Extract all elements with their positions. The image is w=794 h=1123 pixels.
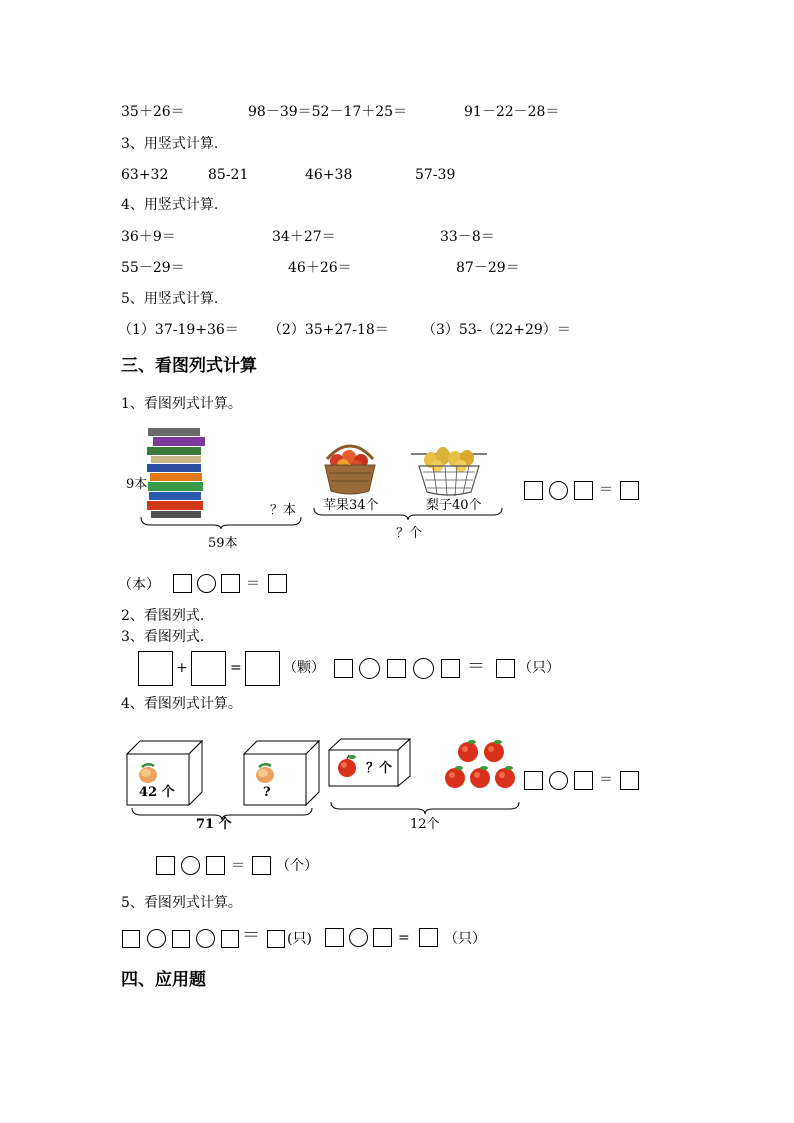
operator-circle[interactable] — [349, 928, 368, 947]
answer-box[interactable] — [574, 481, 593, 500]
operator-circle[interactable] — [413, 658, 434, 679]
apple-basket-illustration — [321, 441, 379, 497]
books-unknown-label: ？本 — [270, 503, 297, 518]
apples-brace — [330, 801, 520, 815]
answer-box-large[interactable] — [191, 651, 226, 686]
books-brace — [140, 516, 302, 530]
operator-circle[interactable] — [196, 929, 215, 948]
operator-circle[interactable] — [549, 771, 568, 790]
book-stack-illustration — [145, 428, 210, 520]
equals-sign: = — [230, 660, 242, 676]
p1-title: 1、看图列式计算。 — [121, 396, 242, 412]
operator-circle[interactable] — [147, 929, 166, 948]
answer-box[interactable] — [387, 659, 406, 678]
p4-title: 4、看图列式计算。 — [121, 696, 242, 712]
q3-item: 85-21 — [208, 167, 249, 183]
answer-box[interactable] — [221, 930, 239, 948]
q4-item: 36＋9＝ — [121, 229, 176, 245]
answer-box[interactable] — [334, 659, 353, 678]
q4-item: 33－8＝ — [440, 229, 495, 245]
p3-title: 3、看图列式. — [121, 629, 205, 645]
section-3-title: 三、看图列式计算 — [121, 356, 257, 376]
apple-box-unknown-label: ？个 — [366, 761, 393, 776]
books-total-label: 59本 — [208, 536, 238, 551]
operator-circle[interactable] — [181, 856, 200, 875]
apple-pile-illustration — [444, 738, 518, 792]
peach-box-2 — [243, 740, 321, 806]
answer-box[interactable] — [267, 930, 285, 948]
answer-box-large[interactable] — [138, 651, 173, 686]
answer-box[interactable] — [620, 771, 639, 790]
unit-zhi-label: (只) — [287, 931, 312, 947]
answer-box[interactable] — [172, 930, 190, 948]
peach-total-label: 71 个 — [196, 817, 232, 832]
q3-item: 63+32 — [121, 167, 169, 183]
pear-basket-illustration — [409, 446, 489, 498]
answer-box[interactable] — [221, 574, 240, 593]
equals-sign: = — [398, 930, 410, 946]
q3-title: 3、用竖式计算. — [121, 136, 219, 152]
q3-item: 46+38 — [305, 167, 353, 183]
operator-circle[interactable] — [549, 481, 568, 500]
box2-unknown-label: ? — [263, 785, 271, 800]
answer-box[interactable] — [574, 771, 593, 790]
q5-item: （3）53-（22+29）＝ — [422, 322, 571, 338]
answer-box[interactable] — [268, 574, 287, 593]
q3-item: 57-39 — [415, 167, 456, 183]
unit-ben-label: （本） — [118, 577, 160, 593]
plus-sign: + — [176, 660, 188, 676]
operator-circle[interactable] — [359, 658, 380, 679]
q4-item: 34＋27＝ — [272, 229, 336, 245]
equals-sign: ＝ — [599, 482, 613, 498]
answer-box[interactable] — [173, 574, 192, 593]
answer-box[interactable] — [373, 928, 392, 947]
answer-box[interactable] — [524, 771, 543, 790]
equals-sign: ＝ — [231, 858, 245, 874]
operator-circle[interactable] — [197, 574, 216, 593]
fruit-brace — [313, 507, 503, 521]
equals-sign: ＝ — [246, 576, 260, 592]
apple-label: 苹果34个 — [323, 498, 379, 513]
pear-label: 梨子40个 — [426, 498, 482, 513]
box1-count-label: 42 个 — [139, 785, 175, 800]
answer-box[interactable] — [620, 481, 639, 500]
q4-item: 46＋26＝ — [288, 260, 352, 276]
answer-box-large[interactable] — [245, 651, 280, 686]
answer-box[interactable] — [496, 659, 515, 678]
answer-box[interactable] — [524, 481, 543, 500]
equals-sign: ＝ — [242, 925, 260, 946]
answer-box[interactable] — [252, 856, 271, 875]
q4-item: 87－29＝ — [456, 260, 520, 276]
p5-title: 5、看图列式计算。 — [121, 895, 242, 911]
section-4-title: 四、应用题 — [121, 970, 206, 990]
fruit-total-label: ？个 — [396, 526, 423, 541]
q5-title: 5、用竖式计算. — [121, 291, 219, 307]
answer-box[interactable] — [122, 930, 140, 948]
answer-box[interactable] — [206, 856, 225, 875]
problem-35-plus-26: 35＋26＝ — [121, 104, 185, 120]
unit-zhi-label: （只） — [518, 660, 560, 676]
unit-ke-label: （颗） — [283, 660, 325, 676]
problem-91-minus-22: 91－22－28＝ — [464, 104, 560, 120]
apples-total-label: 12个 — [410, 817, 440, 832]
answer-box[interactable] — [156, 856, 175, 875]
p2-title: 2、看图列式. — [121, 608, 205, 624]
q4-item: 55－29＝ — [121, 260, 185, 276]
answer-box[interactable] — [419, 928, 438, 947]
equals-sign: ＝ — [467, 656, 485, 677]
books-count-label: 9本 — [126, 477, 148, 492]
q4-title: 4、用竖式计算. — [121, 197, 219, 213]
unit-ge-label: （个） — [276, 858, 318, 874]
problem-98-minus-39: 98－39＝52－17＋25＝ — [248, 104, 408, 120]
unit-zhi-label-2: （只） — [444, 931, 486, 947]
answer-box[interactable] — [441, 659, 460, 678]
equals-sign: ＝ — [599, 772, 613, 788]
q5-item: （1）37-19+36＝ — [118, 322, 239, 338]
q5-item: （2）35+27-18＝ — [268, 322, 389, 338]
answer-box[interactable] — [325, 928, 344, 947]
